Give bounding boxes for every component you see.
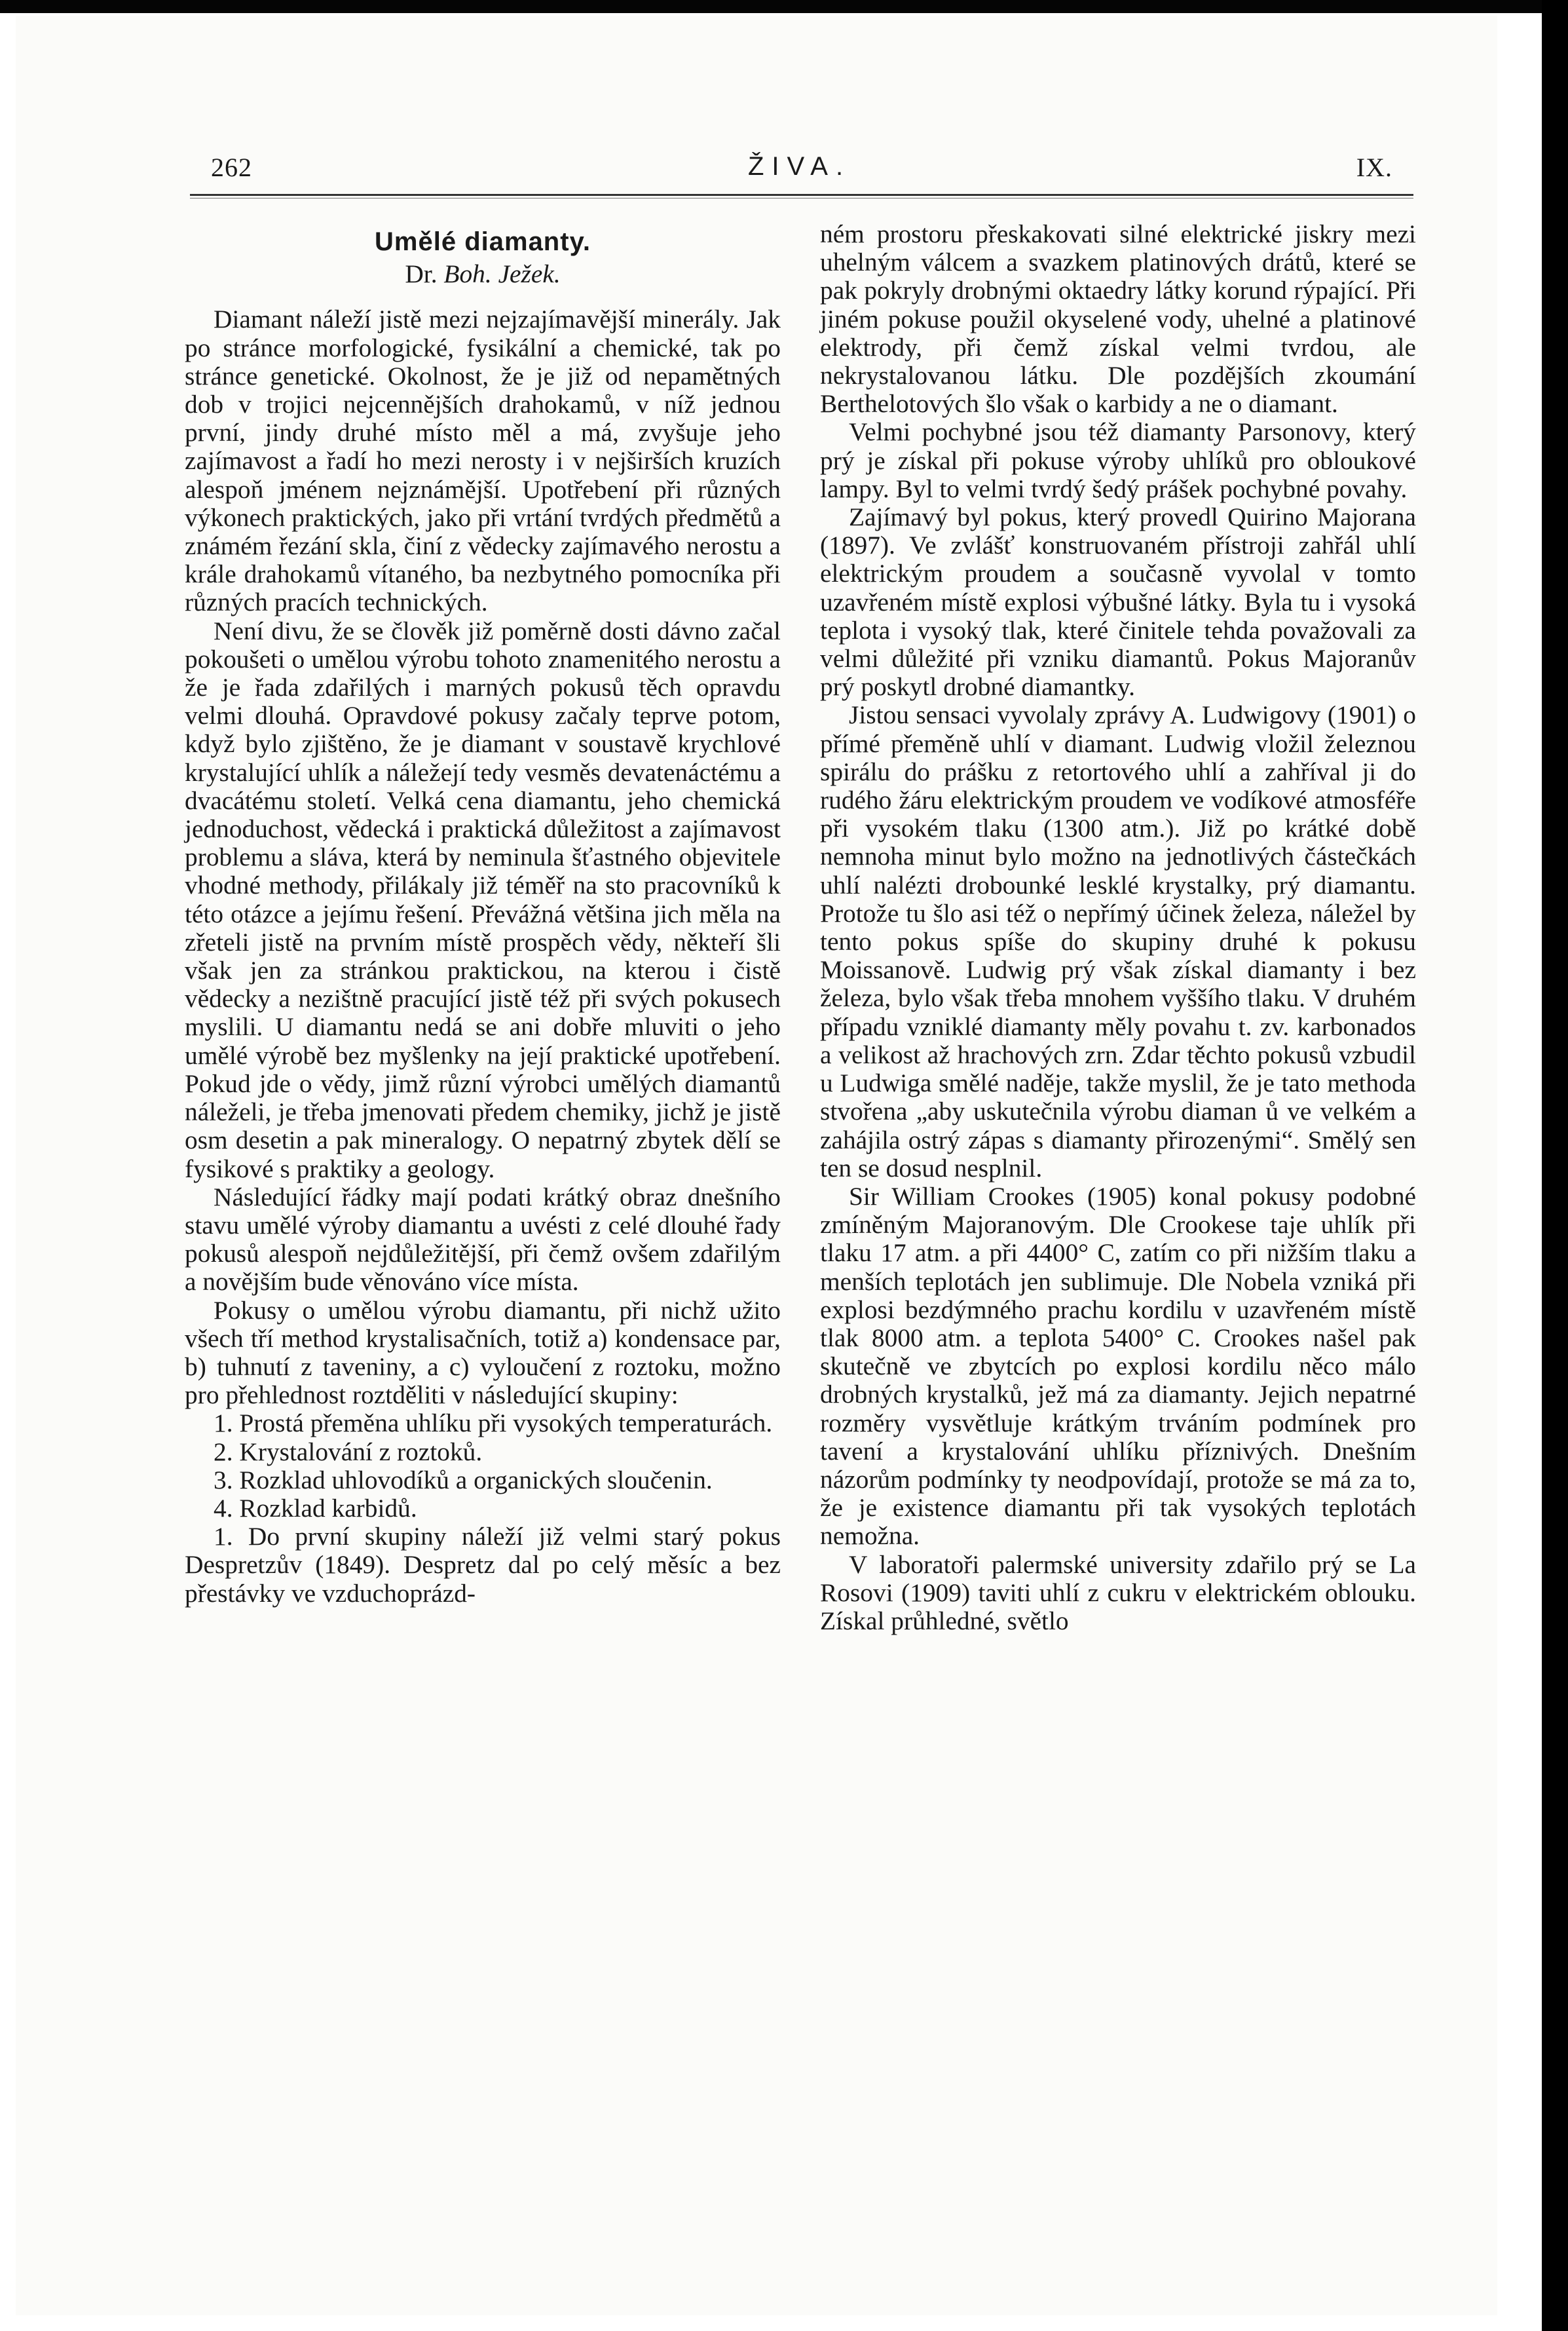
header-rule [190,194,1413,199]
author-prefix: Dr. [405,259,438,289]
page-header [211,152,1392,189]
article-author [185,260,781,288]
paragraph: Není divu, že se člověk již poměrně dosti dávno začal pokoušeti o umělou výrobu tohoto znamenitého nerostu a že je řada zdařilých i marných pokusů těch opravdu velmi dlouhá. Opravdové pokusy začaly teprve potom, když bylo zjištěno, že je diamant v soustavě krychlové krystalující uhlík a náležejí tedy vesměs devatenáctému a dvacátému století. Velká cena diamantu, jeho chemická jednoduchost, vědecká i praktická důležitost a zajímavost problemu a sláva, která by neminula šťastného objevitele vhodné methody, přilákaly již téměř na sto pracovníků k této otázce a jejímu řešení. Převážná většina jich měla na zřeteli jistě na prvním místě prospěch vědy, někteří šli však jen za stránkou praktickou, na kterou i čistě vědecky a nezištně pracující jistě též při svých pokusech myslili. U diamantu nedá se ani dobře mluviti o jeho umělé výrobě bez myšlenky na její praktické upotřebení. Pokud jde o vědy, jimž různí výrobci umělých diamantů náleželi, je třeba jmenovati předem chemiky, jichž je jistě osm desetin a pak mineralogy. O nepatrný zbytek dělí se fysikové s praktiky a geology. [185,616,781,1183]
paragraph: Velmi pochybné jsou též diamanty Parsonovy, který prý je získal při pokuse výroby uhlíků pro obloukové lampy. Byl to velmi tvrdý šedý prášek pochybné povahy. [820,417,1416,503]
paragraph: Následující řádky mají podati krátký obraz dnešního stavu umělé výroby diamantu a uvésti z celé dlouhé řady pokusů alespoň nejdůležitější, při čemž ovšem zdařilým a novějším bude věnováno více místa. [185,1182,781,1297]
right-column [820,220,1416,2107]
scan-right-edge [1542,0,1568,2331]
article-title: Umělé diamanty. [375,227,591,256]
journal-title: ŽIVA. [748,152,851,181]
left-column [185,220,781,2107]
paragraph: ném prostoru přeskakovati silné elektrické jiskry mezi uhelným válcem a svazkem platinových drátů, které se pak pokryly drobnými oktaedry látky korund rýpající. Při jiném pokuse použil okyselené vody, uhelné a platinové elektrody, při čemž získal velmi tvrdou, ale nekrystalovanou látku. Dle pozdějších zkoumání Berthelotových šlo však o karbidy a ne o diamant. [820,219,1416,419]
list-item: 3. Rozklad uhlovodíků a organických sloučenin. [214,1465,713,1494]
list-item: 4. Rozklad karbidů. [214,1493,417,1523]
paragraph: Pokusy o umělou výrobu diamantu, při nichž užito všech tří method krystalisačních, totiž a) kondensace par, b) tuhnutí z taveniny, a c) vyloučení z roztoku, možno pro přehlednost roztděliti v následující skupiny: [185,1295,781,1410]
page-number: 262 [211,153,252,182]
list-item: 2. Krystalování z roztoků. [214,1437,483,1466]
paragraph: 1. Do první skupiny náleží již velmi starý pokus Despretzův (1849). Despretz dal po celý měsíc a bez přestávky ve vzduchoprázd- [185,1522,781,1608]
author-name: Boh. Ježek. [443,259,561,289]
volume-number: IX. [1356,153,1392,182]
paragraph: Diamant náleží jistě mezi nejzajímavější minerály. Jak po stránce morfologické, fysikální a chemické, tak po stránce genetické. Okolnost, že je již od nepamětných dob v trojici nejcennějších drahokamů, v níž jednou první, jindy druhé místo měl a má, zvyšuje jeho zajímavost a řadí ho mezi nerosty i v nejširších kruzích alespoň jménem nejznámější. Upotřebení při různých výkonech praktických, jako při vrtání tvrdých předmětů a známém řezání skla, činí z vědecky zajímavého nerostu a krále drahokamů vítaného, ba nezbytného pomocníka při různých pracích technických. [185,305,781,617]
scan-top-edge [0,0,1568,13]
list-item: 1. Prostá přeměna uhlíku při vysokých temperaturách. [214,1409,773,1438]
paragraph: Sir William Crookes (1905) konal pokusy podobné zmíněným Majoranovým. Dle Crookese taje uhlík při tlaku 17 atm. a při 4400° C, zatím co při nižším tlaku a menších teplotách jen sublimuje. Dle Nobela vzniká při explosi bezdýmného prachu kordilu v uzavřeném místě tlak 8000 atm. a teplota 5400° C. Crookes našel pak skutečně ve zbytcích po explosi kordilu něco málo drobných krystalků, jež má za diamanty. Jejich nepatrné rozměry vysvětluje krátkým trváním podmínek pro tavení a krystalování uhlíku příznivých. Dnešním názorům podmínky ty neodpovídají, protože se má za to, že je existence diamantu při tak vysokých teplotách nemožna. [820,1181,1416,1551]
paragraph: Jistou sensaci vyvolaly zprávy A. Ludwigovy (1901) o přímé přeměně uhlí v diamant. Ludwig vložil železnou spirálu do prášku z retortového uhlí a zahříval ji do rudého žáru elektrickým proudem ve vodíkové atmosféře při vysokém tlaku (1300 atm.). Již po krátké době nemnoha minut bylo možno na jednotlivých částečkách uhlí nalézti drobounké lesklé krystalky, prý diamantu. Protože tu šlo asi též o nepřímý účinek železa, náležel by tento pokus spíše do skupiny druhé k pokusu Moissanově. Ludwig prý však získal diamanty i bez železa, bylo však třeba mnohem vyššího tlaku. V druhém případu vzniklé diamanty měly povahu t. zv. karbonados a velikost až hrachových zrn. Zdar těchto pokusů vzbudil u Ludwiga smělé naděje, takže myslil, že je tato methoda stvořena „aby uskutečnila výrobu diaman ů ve velkém a zahájila ostrý zápas s diamanty přirozenými“. Smělý sen ten se dosud nesplnil. [820,700,1416,1183]
paragraph: V laboratoři palermské university zdařilo prý se La Rosovi (1909) taviti uhlí z cukru v elektrickém oblouku. Získal průhledné, světlo [820,1549,1416,1635]
paragraph: Zajímavý byl pokus, který provedl Quirino Majorana (1897). Ve zvlášť konstruovaném přístroji zahřál uhlí elektrickým proudem a současně vyvolal v tomto uzavřeném místě explosi výbušné látky. Byla tu i vysoká teplota i vysoký tlak, které činitele tehda považovali za velmi důležité při vzniku diamantů. Pokus Majoranův prý poskytl drobné diamantky. [820,502,1416,702]
